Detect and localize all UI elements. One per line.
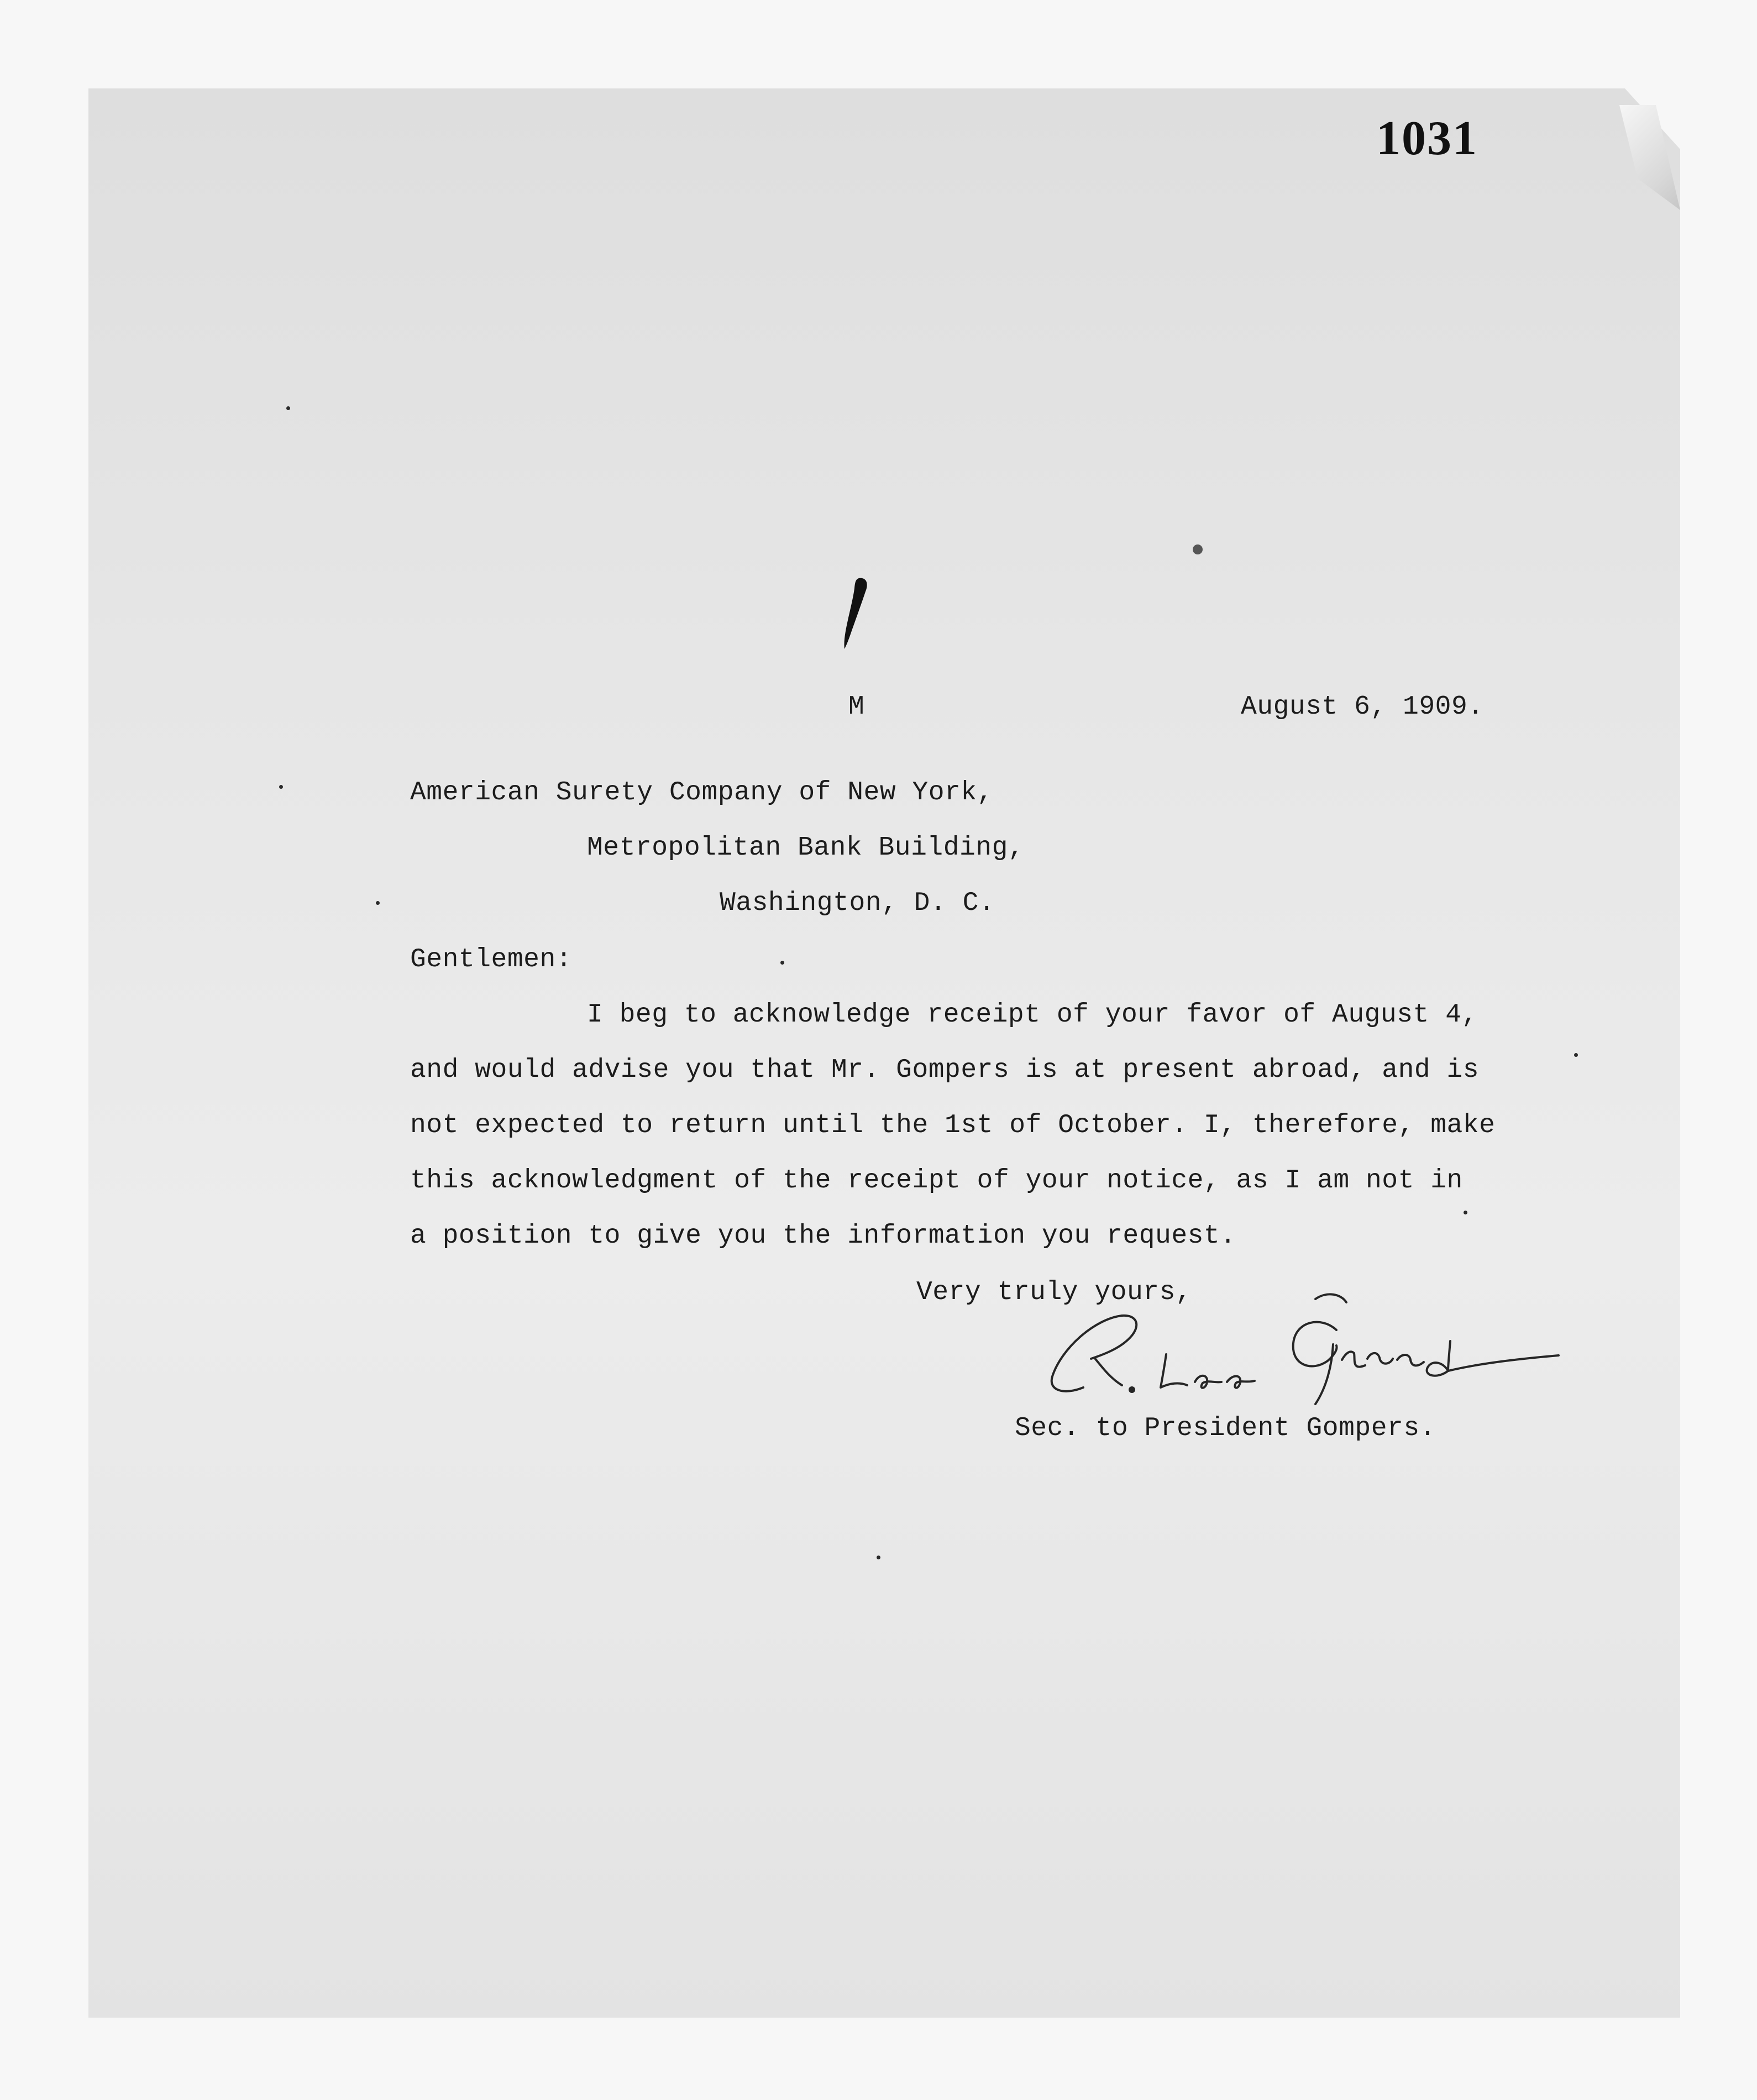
salutation: Gentlemen: (410, 945, 573, 975)
body-line-4: this acknowledgment of the receipt of your notice, as I am not in (410, 1166, 1463, 1196)
paper-speck (286, 406, 290, 410)
recipient-line-1: American Surety Company of New York, (410, 778, 993, 808)
paper-speck (1464, 1211, 1467, 1214)
paper-speck (1193, 544, 1203, 554)
recipient-line-2: Metropolitan Bank Building, (587, 833, 1025, 863)
paper-speck (376, 901, 380, 905)
letter-page (88, 88, 1680, 2018)
letter-mark: M (848, 692, 865, 722)
letter-date: August 6, 1909. (1241, 692, 1484, 722)
body-line-5: a position to give you the information you request. (410, 1221, 1236, 1251)
body-line-2: and would advise you that Mr. Gompers is at present abroad, and is (410, 1055, 1480, 1085)
body-line-1: I beg to acknowledge receipt of your favor of August 4, (587, 1000, 1478, 1030)
closing: Very truly yours, (916, 1277, 1192, 1307)
signer-title: Sec. to President Gompers. (1015, 1413, 1436, 1443)
paper-speck (877, 1556, 880, 1559)
handwritten-signature (1039, 1288, 1570, 1410)
paper-speck (780, 961, 784, 965)
page-number: 1031 (1376, 112, 1478, 165)
body-line-3: not expected to return until the 1st of October. I, therefore, make (410, 1111, 1496, 1140)
paper-speck (279, 785, 283, 789)
recipient-line-3: Washington, D. C. (720, 888, 995, 918)
paper-speck (1574, 1053, 1578, 1057)
ink-tick-mark (835, 575, 873, 652)
